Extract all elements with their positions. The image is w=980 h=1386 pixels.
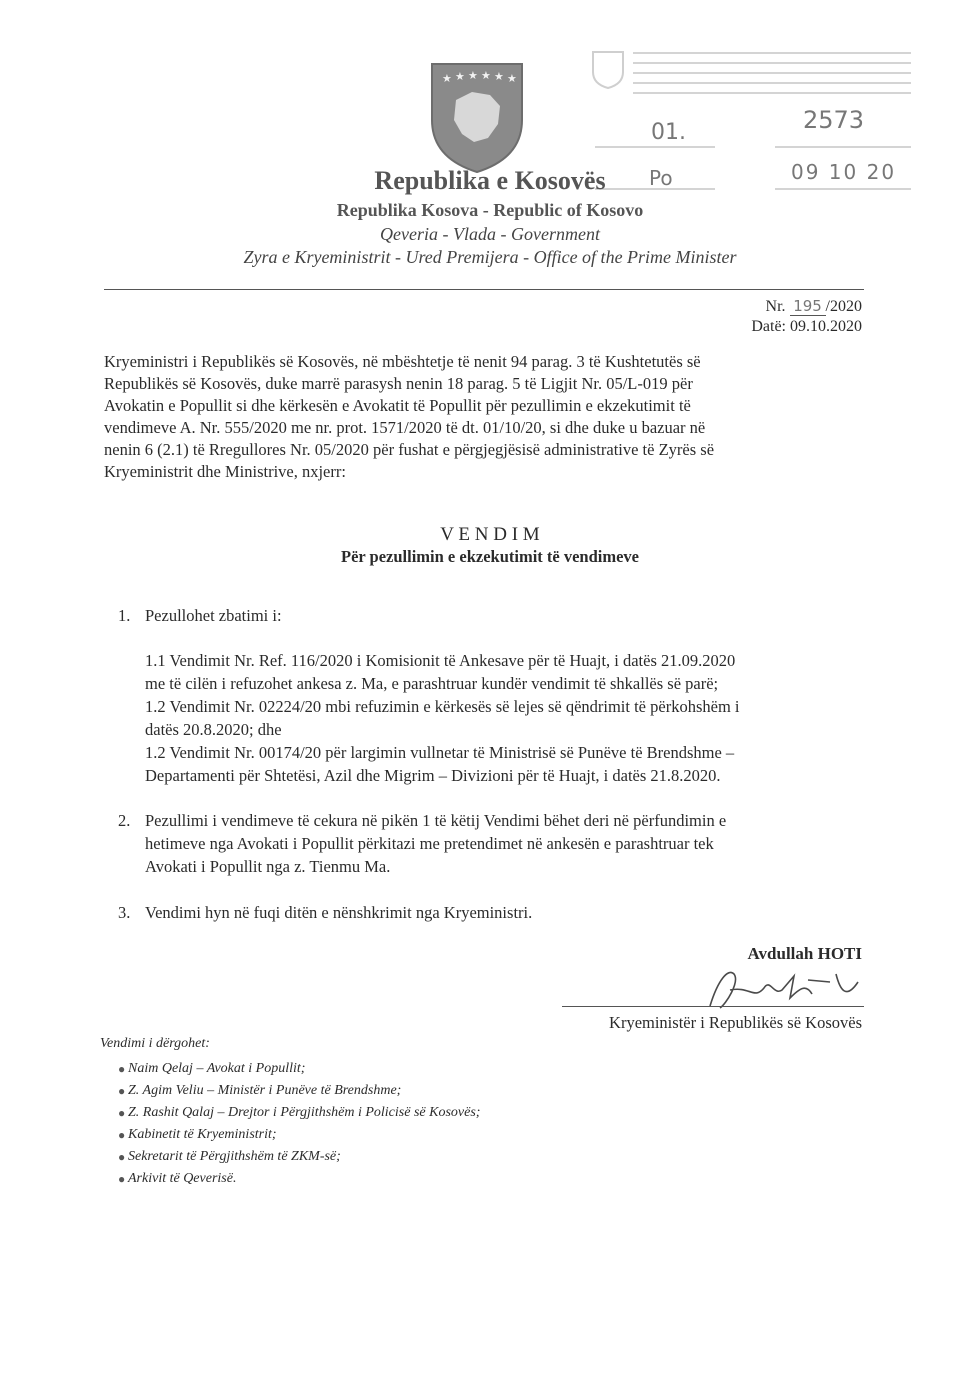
intro-line: Kryeministri i Republikës së Kosovës, në mbështetje të nenit 94 parag. 3 të Kushtetutës së — [104, 352, 701, 371]
bullet-icon: ● — [118, 1150, 126, 1164]
stamp-handwritten-number: 2573 — [803, 106, 865, 134]
item-2-line: hetimeve nga Avokati i Popullit përkitazi me pretendimet në ankesën e parashtruar tek — [145, 834, 714, 853]
bullet-icon: ● — [118, 1084, 126, 1098]
sub-item-line: 1.2 Vendimit Nr. 02224/20 mbi refuzimin e kërkesës së lejes së qëndrimit të përkohshëm i — [145, 697, 740, 716]
reference-number — [766, 297, 862, 316]
item-1-text: Pezullohet zbatimi i: — [145, 606, 282, 625]
stamp-handwritten-initials: Po — [649, 166, 673, 190]
recipient-item: Naim Qelaj – Avokat i Popullit; — [128, 1061, 306, 1076]
svg-text:★: ★ — [507, 72, 517, 85]
republic-subtitle: Republika Kosova - Republic of Kosovo — [336, 200, 644, 220]
intro-line: vendimeve A. Nr. 555/2020 me nr. prot. 1571/2020 të dt. 01/10/20, si dhe duke u bazuar në — [104, 418, 706, 437]
intro-line: nenin 6 (2.1) të Rregullores Nr. 05/2020 për fushat e përgjegjësisë administrative të Zyrës së — [104, 440, 715, 459]
decision-title: V E N D I M — [440, 524, 540, 545]
republic-title: Republika e Kosovës — [374, 166, 606, 195]
svg-text:★: ★ — [468, 69, 478, 82]
intro-line: Republikës së Kosovës, duke marrë parasysh nenin 18 parag. 5 të Ligjit Nr. 05/L-019 për — [104, 374, 693, 393]
distribution-label: Vendimi i dërgohet: — [100, 1036, 210, 1051]
recipient-item: Sekretarit të Përgjithshëm të ZKM-së; — [128, 1149, 341, 1164]
sub-item-line: 1.1 Vendimit Nr. Ref. 116/2020 i Komisionit të Ankesave për të Huajt, i datës 21.09.2020 — [145, 651, 736, 670]
signatory-name: Avdullah HOTI — [747, 944, 862, 963]
item-2-line: Avokati i Popullit nga z. Tienmu Ma. — [145, 857, 391, 876]
bullet-icon: ● — [118, 1106, 126, 1120]
recipient-item: Z. Agim Veliu – Ministër i Punëve të Brendshme; — [128, 1083, 402, 1098]
signatory-title: Kryeministër i Republikës së Kosovës — [609, 1013, 862, 1032]
sub-item-line: datës 20.8.2020; dhe — [145, 720, 282, 739]
recipient-item: Arkivit të Qeverisë. — [128, 1171, 237, 1186]
item-1-number: 1. — [118, 606, 131, 625]
item-3-number: 3. — [118, 903, 131, 922]
item-2-line: Pezullimi i vendimeve të cekura në pikën 1 të këtij Vendimi bëhet deri në përfundimin e — [145, 811, 727, 830]
svg-text:★: ★ — [455, 70, 465, 83]
reference-number-suffix: /2020 — [825, 298, 862, 315]
item-2-number: 2. — [118, 811, 131, 830]
item-3-text: Vendimi hyn në fuqi ditën e nënshkrimit nga Kryeministri. — [145, 903, 533, 922]
svg-text:★: ★ — [442, 72, 452, 85]
stamp-emblem-icon — [591, 50, 625, 90]
header-divider — [104, 289, 864, 290]
intro-line: Avokatin e Popullit si dhe kërkesën e Avokatit të Popullit për pezullimin e ekzekutimit të — [104, 396, 691, 415]
government-line: Qeveria - Vlada - Government — [380, 224, 600, 244]
svg-text:★: ★ — [494, 70, 504, 83]
intro-line: Kryeministrit dhe Ministrive, nxjerr: — [104, 462, 346, 481]
reference-number-prefix: Nr. — [765, 298, 786, 315]
bullet-icon: ● — [118, 1128, 126, 1142]
reference-date: Datë: 09.10.2020 — [751, 318, 862, 335]
signature-line — [562, 1006, 864, 1007]
decision-subtitle: Për pezullimin e ekzekutimit të vendimeve — [340, 547, 639, 566]
bullet-icon: ● — [118, 1062, 126, 1076]
office-line: Zyra e Kryeministrit - Ured Premijera - Office of the Prime Minister — [243, 247, 737, 267]
recipient-item: Kabinetit të Kryeministrit; — [128, 1127, 277, 1142]
reference-number-hand: 195 — [790, 297, 826, 316]
stamp-handwritten-date: 09 10 20 — [791, 160, 897, 184]
coat-of-arms-icon — [428, 62, 526, 174]
bullet-icon: ● — [118, 1172, 126, 1186]
recipient-item: Z. Rashit Qalaj – Drejtor i Përgjithshëm i Policisë së Kosovës; — [128, 1105, 481, 1120]
sub-item-line: me të cilën i refuzohet ankesa z. Ma, e parashtruar kundër vendimit të shkallës së parë; — [145, 674, 719, 693]
svg-text:★: ★ — [481, 69, 491, 82]
sub-item-line: 1.2 Vendimit Nr. 00174/20 për largimin vullnetar të Ministrisë së Punëve të Brendshme – — [145, 743, 735, 762]
stamp-handwritten-left: 01. — [651, 120, 686, 145]
sub-item-line: Departamenti për Shtetësi, Azil dhe Migrim – Divizioni për të Huajt, i datës 21.8.2020. — [145, 766, 721, 785]
